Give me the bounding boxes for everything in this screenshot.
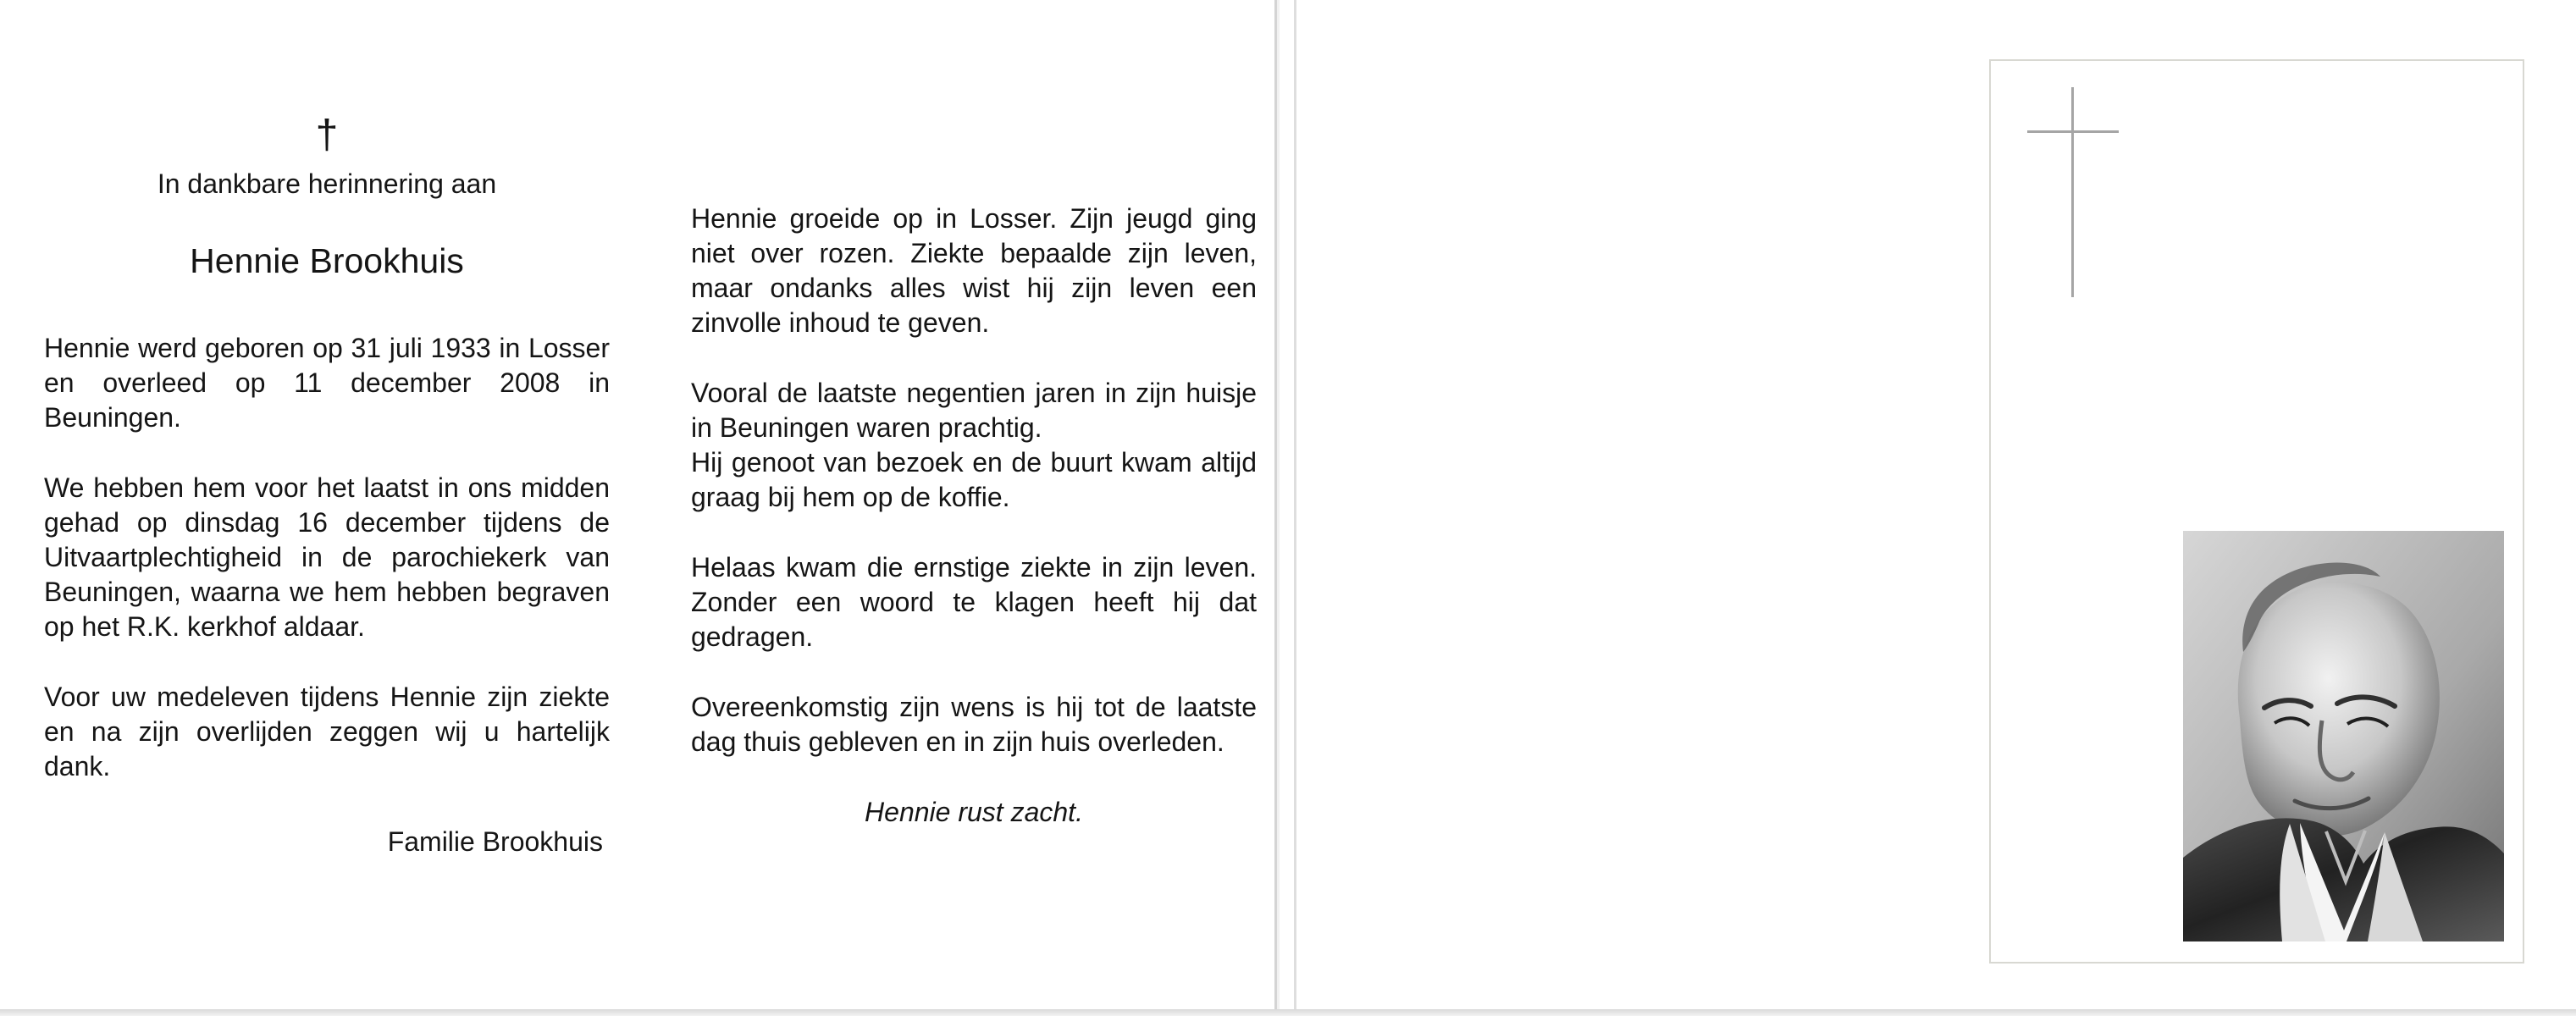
youth-paragraph: Hennie groeide op in Losser. Zijn jeugd ging niet over rozen. Ziekte bepaalde zijn leven, maar ondanks alles wist hij zijn leven een zinvolle inhoud te geven. xyxy=(691,203,1257,338)
cross-icon xyxy=(2071,87,2074,297)
deceased-name: Hennie Brookhuis xyxy=(190,241,464,280)
birth-death-paragraph: Hennie werd geboren op 31 juli 1933 in Losser en overleed op 11 december 2008 in Beuningen. xyxy=(44,333,610,433)
cross-icon-bar xyxy=(2027,130,2119,133)
portrait-illustration xyxy=(2183,531,2504,941)
portrait-photo xyxy=(2183,531,2504,941)
home-paragraph: Vooral de laatste negentien jaren in zijn huisje in Beuningen waren prachtig. Hij genoot van bezoek en de buurt kwam altijd graag bij hem op de koffie. xyxy=(691,378,1257,512)
memorial-left-column xyxy=(44,114,610,859)
memorial-right-column xyxy=(691,202,1257,830)
scan-bottom-shadow xyxy=(0,1009,2576,1016)
funeral-paragraph: We hebben hem voor het laatst in ons midden gehad op dinsdag 16 december tijdens de Uitvaartplechtigheid in de parochiekerk van Beuningen, waarna we hem hebben begraven op het R.K. kerkhof aldaar. xyxy=(44,472,610,642)
dagger-icon: † xyxy=(315,113,339,157)
thanks-paragraph: Voor uw medeleven tijdens Hennie zijn ziekte en na zijn overlijden zeggen wij u hartelijk dank. xyxy=(44,682,610,781)
family-signature: Familie Brookhuis xyxy=(387,826,603,857)
final-days-paragraph: Overeenkomstig zijn wens is hij tot de laatste dag thuis gebleven en in zijn huis overleden. xyxy=(691,692,1257,757)
illness-paragraph: Helaas kwam die ernstige ziekte in zijn leven. Zonder een woord te klagen heeft hij dat gedragen. xyxy=(691,552,1257,652)
memorial-intro: In dankbare herinnering aan xyxy=(157,168,497,199)
inside-card-panel xyxy=(7,0,1277,1009)
rest-in-peace-line: Hennie rust zacht. xyxy=(865,797,1083,827)
